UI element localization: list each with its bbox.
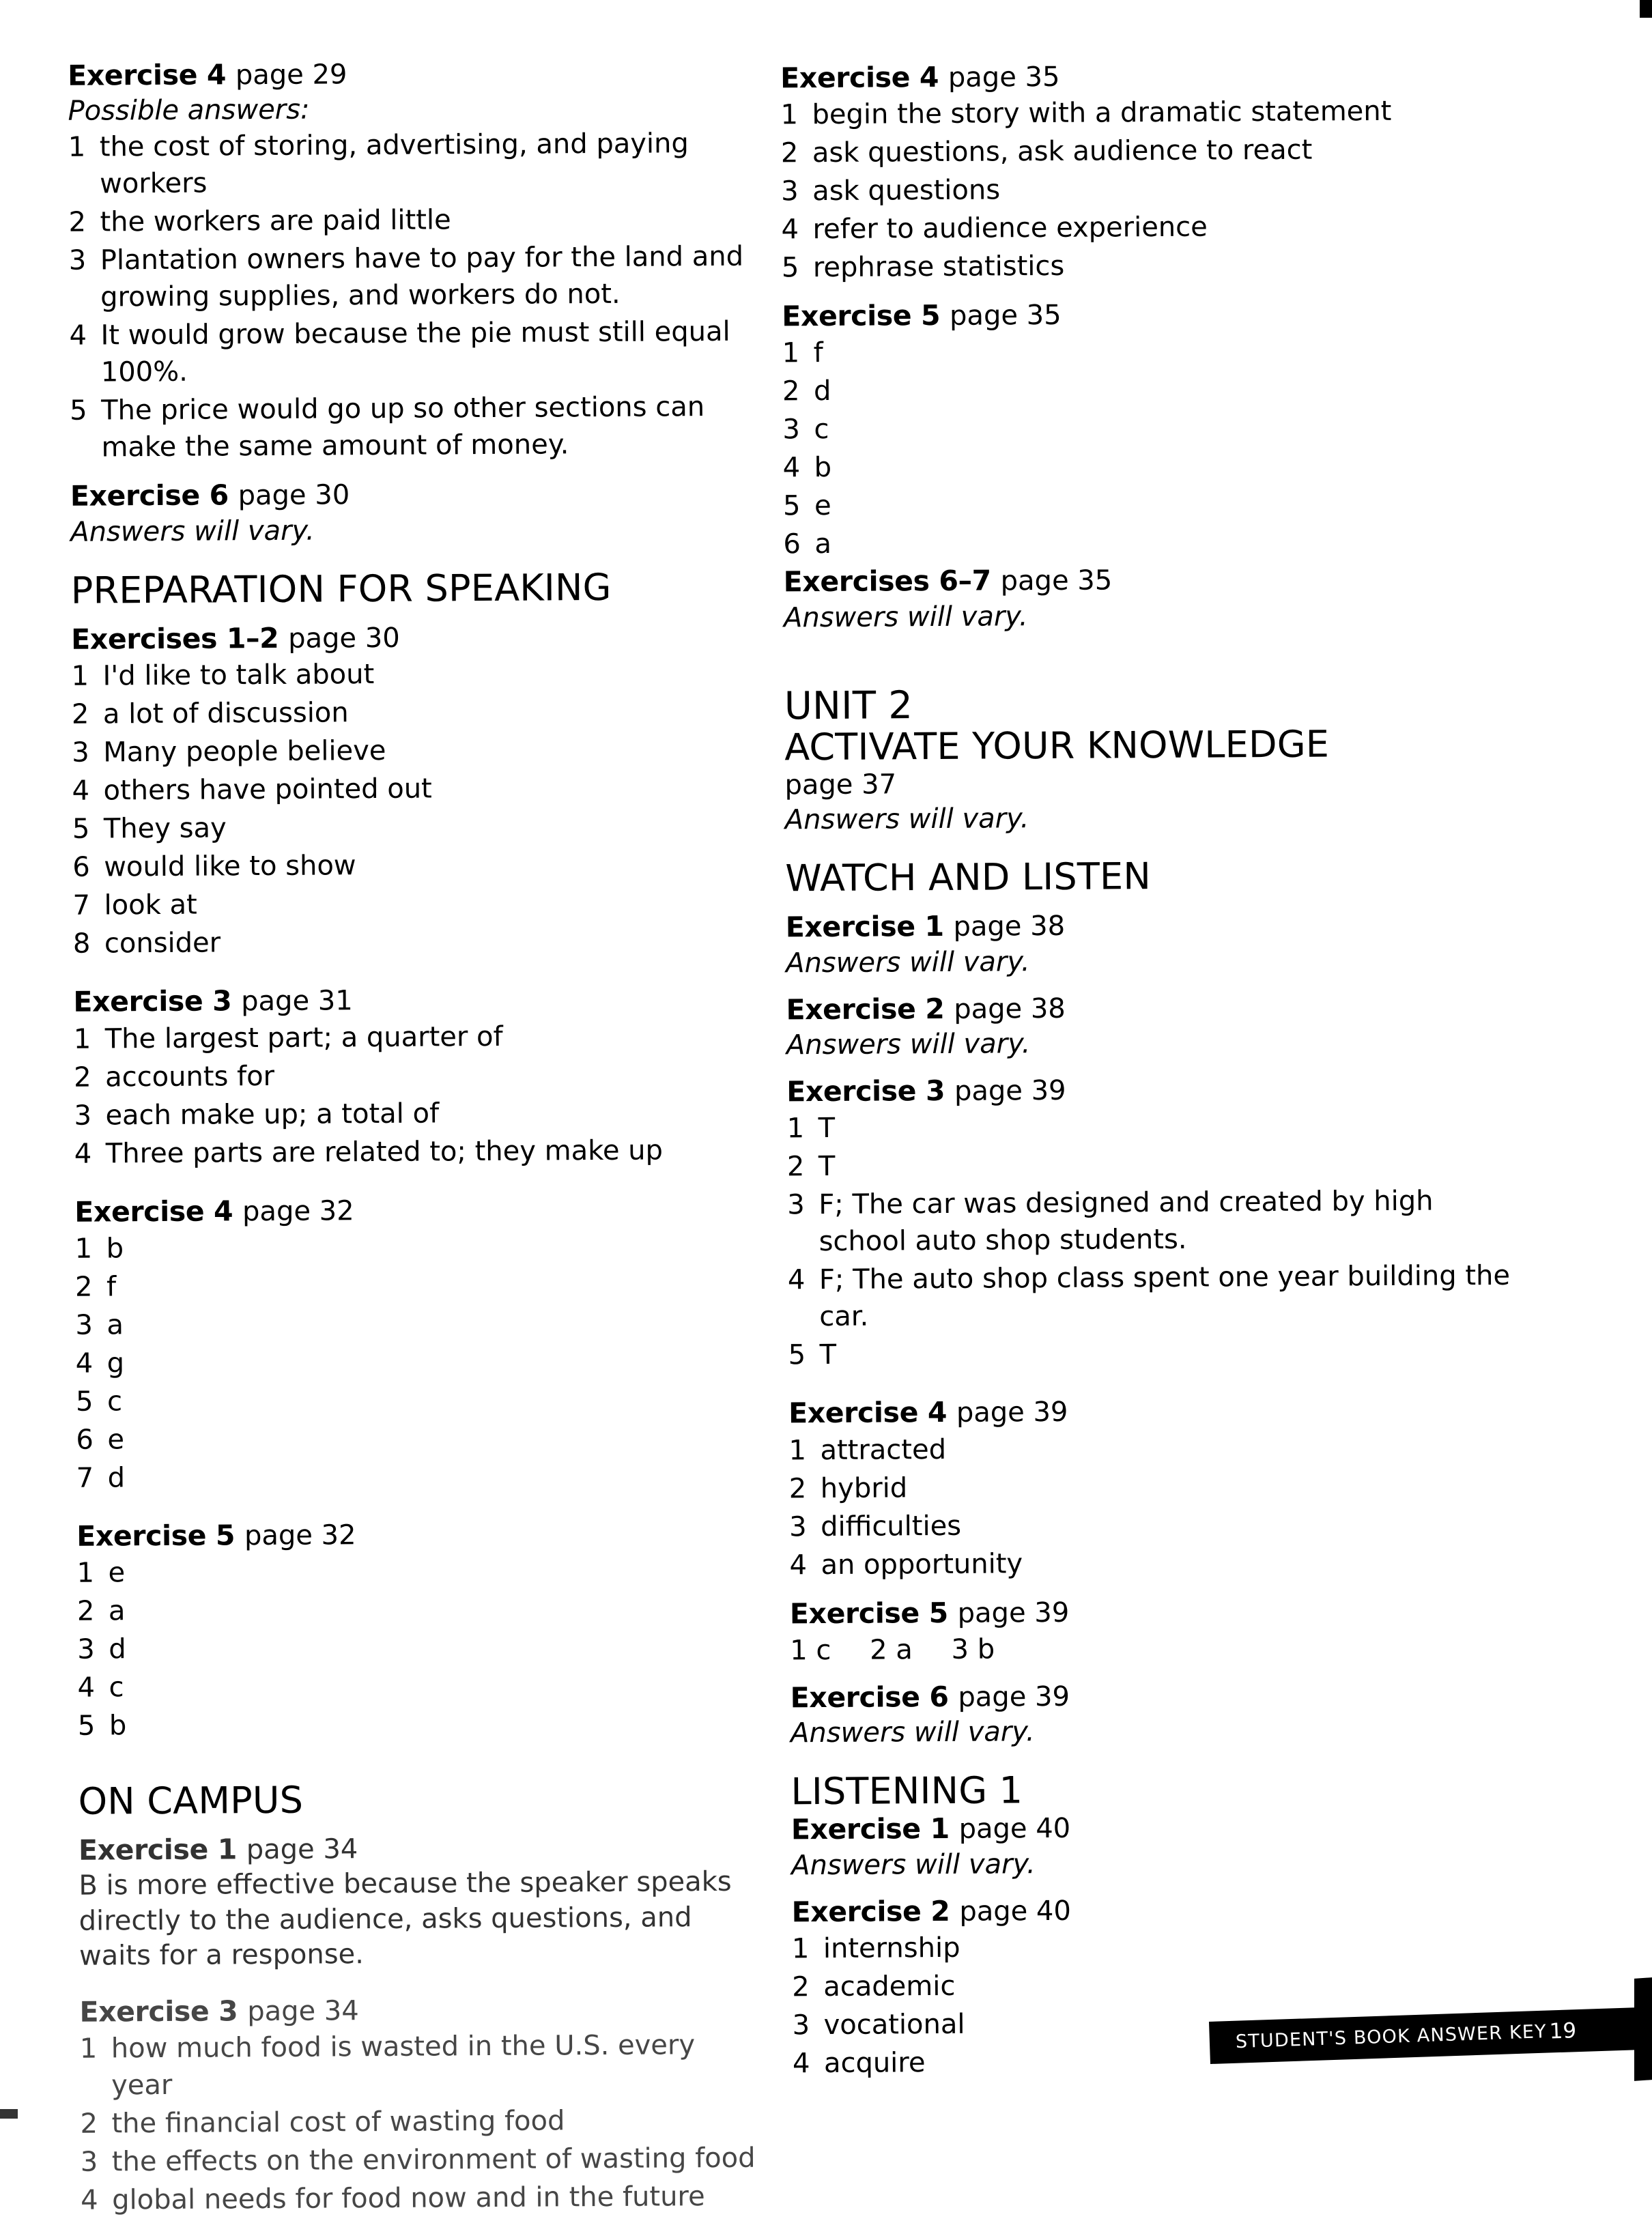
item-text: refer to audience experience	[812, 211, 1208, 246]
list-item	[781, 207, 1505, 248]
list-item	[69, 238, 745, 316]
exercise-block-1-p34	[79, 1829, 755, 1974]
list-item	[72, 845, 748, 886]
exercise-heading	[791, 1676, 1514, 1717]
exercise-heading-page: page 34	[247, 1995, 359, 2028]
exercise-heading-label: Exercises 6–7	[783, 564, 991, 599]
item-number: 8	[72, 928, 91, 960]
list-item	[789, 1542, 1513, 1583]
item-number: 1	[74, 1233, 93, 1265]
answer-list	[75, 1226, 752, 1496]
item-number: 4	[789, 1549, 808, 1581]
item-text: difficulties	[821, 1510, 962, 1543]
answers-vary-note: Answers will vary.	[790, 1716, 1035, 1749]
item-text: the cost of storing, advertising, and paying workers	[99, 128, 689, 200]
exercise-heading-page: page 39	[958, 1680, 1070, 1713]
list-item	[77, 1665, 753, 1706]
list-item	[788, 1427, 1512, 1468]
list-item	[76, 1455, 752, 1496]
exercise-heading-label: Exercise 4	[74, 1194, 233, 1229]
item-text: a	[896, 1633, 913, 1666]
exercise-heading-label: Exercise 2	[786, 992, 945, 1027]
exercise-block-6-p30	[70, 474, 747, 549]
item-number: 1	[76, 1557, 95, 1589]
item-number: 5	[782, 490, 801, 522]
item-number: 1	[790, 1634, 808, 1667]
list-item	[76, 1417, 752, 1458]
item-number: 2	[74, 1271, 93, 1303]
list-item	[72, 807, 748, 848]
exercise-heading-page: page 35	[1000, 564, 1113, 597]
item-text: others have pointed out	[103, 773, 432, 807]
item-text: an opportunity	[821, 1547, 1023, 1581]
item-number: 3	[80, 2146, 98, 2178]
item-text: each make up; a total of	[105, 1097, 440, 1131]
list-item	[74, 1016, 750, 1057]
exercise-heading-page: page 38	[953, 911, 1066, 943]
list-item	[77, 1627, 753, 1668]
exercise-block-4-p29	[68, 54, 746, 466]
answer-list	[792, 1926, 1516, 2082]
exercise-heading-label: Exercise 5	[76, 1519, 236, 1553]
item-text: It would grow because the pie must still equal 100%.	[100, 316, 730, 388]
exercise-heading	[74, 1190, 750, 1230]
exercise-heading-page: page 35	[949, 300, 1062, 332]
item-number: 1	[782, 337, 800, 369]
exercise-heading-label: Exercise 1	[78, 1833, 238, 1867]
item-text: F; The auto shop class spent one year building the car.	[818, 1260, 1511, 1333]
exercise-heading-label: Exercise 3	[79, 1994, 238, 2029]
exercise-heading-page: page 32	[244, 1519, 356, 1551]
item-text: the effects on the environment of wasting food	[111, 2142, 756, 2178]
answer-list	[788, 1427, 1513, 1583]
exercise-block-4-p35	[780, 56, 1505, 287]
item-text: d	[109, 1633, 126, 1665]
list-item	[792, 1926, 1515, 1967]
list-item	[787, 1182, 1511, 1260]
item-text: e	[107, 1423, 125, 1456]
exercise-heading	[788, 1391, 1512, 1432]
list-item	[781, 130, 1505, 171]
answer-list	[71, 654, 749, 962]
item-text: attracted	[820, 1433, 947, 1466]
item-text: rephrase statistics	[812, 250, 1065, 284]
item-number: 1	[68, 131, 86, 164]
exercise-heading-page: page 35	[948, 61, 1060, 94]
list-item	[782, 407, 1506, 448]
exercise-heading-page: page 40	[958, 1813, 1071, 1846]
list-item	[72, 692, 747, 733]
item-text: a	[108, 1595, 126, 1627]
answer-list	[782, 330, 1507, 562]
list-item	[76, 1551, 752, 1592]
item-number: 1	[73, 1023, 91, 1055]
spacer	[78, 1742, 754, 1781]
list-item	[74, 1131, 750, 1172]
list-item	[80, 2026, 756, 2104]
item-number: 2	[792, 1971, 810, 2003]
item-number: 3	[787, 1189, 805, 1221]
exercise-block-6-p39	[791, 1676, 1515, 1751]
list-item	[80, 2102, 756, 2143]
exercise-heading-label: Exercise 4	[68, 58, 227, 92]
list-item	[69, 313, 745, 391]
exercise-heading-label: Exercise 3	[73, 984, 232, 1019]
item-number: 3	[72, 736, 89, 769]
list-item	[787, 1144, 1511, 1185]
list-item	[81, 2140, 756, 2181]
section-heading-watch-and-listen: WATCH AND LISTEN	[785, 855, 1152, 900]
item-number: 1	[791, 1933, 810, 1965]
answer-list	[76, 1551, 754, 1745]
item-number: 3	[789, 1510, 807, 1543]
item-number: 1	[786, 1113, 805, 1145]
list-item	[789, 1465, 1513, 1506]
exercise-heading-page: page 30	[238, 479, 350, 512]
item-number: 4	[69, 319, 87, 352]
item-number: 1	[788, 1434, 807, 1466]
exercise-heading	[786, 988, 1509, 1029]
item-number: 4	[781, 214, 799, 246]
item-number: 2	[788, 1472, 807, 1504]
item-text: T	[819, 1339, 837, 1371]
item-number: 4	[72, 775, 90, 807]
list-item	[782, 330, 1506, 371]
list-item	[70, 388, 746, 466]
exercise-heading-page: page 30	[288, 622, 400, 655]
list-item	[788, 1257, 1512, 1335]
item-text: a lot of discussion	[102, 697, 349, 730]
exercise-block-1-p40	[791, 1807, 1515, 1883]
list-item	[780, 92, 1504, 133]
item-number: 4	[77, 1672, 96, 1704]
item-text: They say	[103, 812, 227, 845]
item-text: e	[814, 490, 831, 522]
exercise-block-5-p35	[782, 294, 1507, 563]
item-text: hybrid	[820, 1472, 908, 1504]
item-number: 3	[77, 1633, 95, 1665]
exercise-heading-page: page 39	[957, 1596, 1070, 1629]
item-number: 6	[783, 528, 801, 560]
item-text: T	[818, 1151, 836, 1183]
exercise-heading	[76, 1514, 752, 1554]
list-item	[73, 921, 749, 962]
item-number: 4	[787, 1264, 806, 1296]
answers-vary-note: Answers will vary.	[783, 600, 1028, 633]
answer-list	[74, 1016, 750, 1172]
item-text: vocational	[823, 2008, 965, 2041]
item-text: ask questions	[812, 174, 1001, 207]
item-text: how much food is wasted in the U.S. every year	[111, 2029, 696, 2102]
exercise-heading-page: page 39	[956, 1396, 1068, 1429]
exercise-heading	[73, 980, 749, 1020]
list-item	[81, 2178, 756, 2219]
item-number: 1	[71, 660, 89, 693]
list-item	[77, 1589, 753, 1630]
list-item	[783, 521, 1507, 562]
exercise-heading-label: Exercise 2	[791, 1894, 950, 1929]
item-text: look at	[104, 889, 197, 921]
item-text: d	[813, 375, 831, 407]
list-item	[76, 1379, 752, 1420]
footer-page-number: 19	[1549, 2018, 1577, 2044]
item-text: c	[814, 414, 829, 446]
section-heading-preparation-for-speaking: PREPARATION FOR SPEAKING	[70, 565, 612, 612]
inline-answer-row	[790, 1628, 1513, 1669]
item-text: acquire	[823, 2047, 926, 2080]
exercise-heading	[780, 56, 1504, 97]
item-text: the workers are paid little	[100, 204, 451, 238]
exercise-heading-label: Exercise 6	[790, 1680, 949, 1715]
item-text: The price would go up so other sections can make the same amount of money.	[101, 391, 705, 463]
answer-list	[786, 1106, 1511, 1373]
answers-vary-note: Answers will vary.	[785, 945, 1030, 979]
answers-vary-note: Answers will vary.	[70, 515, 315, 548]
list-item	[68, 125, 745, 203]
page-edge-mark-top-right	[1640, 0, 1652, 18]
exercise-heading	[786, 1070, 1510, 1110]
item-text: consider	[104, 927, 221, 960]
item-number: 3	[68, 244, 87, 277]
exercise-heading-page: page 38	[954, 992, 1066, 1025]
list-item	[782, 245, 1505, 286]
item-number: 3	[75, 1309, 93, 1341]
list-item	[790, 1635, 831, 1666]
item-number: 1	[780, 99, 799, 131]
item-number: 6	[72, 851, 90, 884]
answer-paragraph: B is more effective because the speaker speaks directly to the audience, asks questions, and waits for a response.	[79, 1866, 732, 1972]
exercise-heading	[79, 1829, 754, 1869]
list-item	[68, 200, 744, 241]
item-number: 3	[951, 1633, 969, 1665]
exercise-block-4-p32	[74, 1190, 752, 1496]
section-heading-on-campus: ON CAMPUS	[78, 1778, 304, 1823]
item-number: 4	[75, 1347, 94, 1379]
footer-title: STUDENT'S BOOK ANSWER KEY	[1235, 2021, 1548, 2053]
item-number: 2	[71, 698, 89, 731]
item-number: 2	[786, 1151, 805, 1183]
item-text: ask questions, ask audience to react	[812, 134, 1313, 169]
exercise-heading-label: Exercise 5	[789, 1596, 948, 1630]
exercise-heading	[68, 54, 743, 94]
item-text: Many people believe	[103, 735, 386, 769]
item-text: c	[106, 1386, 123, 1418]
list-item	[783, 445, 1507, 486]
exercise-block-5-p39	[790, 1591, 1514, 1669]
item-number: 5	[72, 813, 90, 846]
item-text: Three parts are related to; they make up	[105, 1134, 664, 1169]
exercise-block-3-p39	[786, 1070, 1512, 1374]
exercise-heading	[790, 1591, 1513, 1632]
item-text: the financial cost of wasting food	[111, 2105, 565, 2140]
exercise-heading	[782, 294, 1505, 335]
item-text: The largest part; a quarter of	[104, 1020, 503, 1055]
item-number: 3	[781, 175, 799, 207]
item-text: b	[109, 1710, 127, 1742]
item-number: 3	[74, 1100, 92, 1132]
list-item	[75, 1302, 751, 1343]
item-number: 5	[781, 252, 799, 284]
item-number: 7	[72, 889, 91, 922]
list-item	[786, 1106, 1510, 1147]
exercise-heading	[791, 1807, 1515, 1848]
answer-list	[68, 125, 746, 466]
item-text: b	[814, 452, 832, 484]
item-text: f	[106, 1271, 117, 1303]
item-text: b	[977, 1633, 995, 1665]
list-item	[72, 730, 747, 771]
item-number: 3	[782, 414, 800, 446]
exercise-heading	[791, 1890, 1515, 1931]
page-edge-mark-bottom-left	[0, 2109, 18, 2119]
answers-vary-note: Answers will vary.	[784, 802, 1029, 836]
item-number: 4	[792, 2048, 810, 2080]
item-text: T	[818, 1113, 836, 1145]
answers-vary-note: Answers will vary.	[791, 1848, 1036, 1881]
spacer	[784, 631, 1507, 686]
item-number: 2	[68, 206, 87, 239]
exercise-heading	[79, 1990, 755, 2031]
item-text: academic	[823, 1970, 956, 2003]
list-item	[781, 169, 1505, 210]
item-number: 2	[870, 1634, 887, 1666]
item-text: internship	[823, 1932, 960, 1965]
item-text: global needs for food now and in the future	[112, 2181, 705, 2216]
answers-vary-note: Answers will vary.	[786, 1028, 1031, 1061]
section-heading-activate-your-knowledge: ACTIVATE YOUR KNOWLEDGE	[784, 722, 1330, 769]
exercise-heading-label: Exercise 6	[70, 478, 229, 513]
exercise-heading-label: Exercise 5	[782, 299, 941, 333]
item-text: would like to show	[104, 850, 356, 883]
item-number: 5	[77, 1710, 96, 1742]
exercise-heading-label: Exercise 3	[786, 1074, 945, 1108]
exercise-heading-label: Exercise 4	[780, 60, 939, 95]
item-number: 4	[81, 2184, 98, 2216]
list-item	[792, 1964, 1515, 2005]
item-text: c	[816, 1634, 831, 1666]
item-text: I'd like to talk about	[102, 659, 375, 692]
list-item	[78, 1704, 754, 1745]
item-number: 2	[780, 137, 799, 169]
exercise-heading-page: page 34	[246, 1833, 358, 1866]
item-number: 2	[782, 375, 800, 407]
exercise-block-3-p31	[73, 980, 750, 1172]
item-text: begin the story with a dramatic statement	[812, 96, 1392, 131]
list-item	[951, 1633, 995, 1665]
list-item	[74, 1055, 750, 1095]
exercise-block-2-p38	[786, 988, 1510, 1063]
exercise-block-5-p32	[76, 1514, 754, 1744]
right-column	[780, 56, 1516, 2083]
list-item	[71, 654, 747, 695]
list-item	[782, 369, 1506, 410]
item-text: g	[106, 1347, 125, 1379]
exercise-heading-label: Exercise 4	[788, 1396, 948, 1430]
exercise-block-6-7-p35	[784, 560, 1508, 635]
exercise-heading-label: Exercises 1–2	[71, 622, 279, 656]
item-text: Plantation owners have to pay for the land and growing supplies, and workers do not.	[100, 241, 744, 313]
item-number: 7	[76, 1462, 94, 1494]
exercise-heading-page: page 40	[959, 1895, 1072, 1928]
unit-page-reference: page 37	[784, 768, 897, 801]
item-text: e	[108, 1557, 126, 1589]
exercise-block-1-p38	[786, 905, 1510, 981]
item-text: a	[814, 528, 832, 560]
list-item	[72, 769, 747, 809]
section-heading-listening-1: LISTENING 1	[791, 1768, 1023, 1814]
item-text: F; The car was designed and created by high school auto shop students.	[818, 1185, 1434, 1258]
list-item	[75, 1264, 751, 1305]
possible-answers-note: Possible answers:	[68, 94, 310, 127]
exercise-heading	[786, 905, 1509, 946]
exercise-heading-label: Exercise 1	[791, 1812, 950, 1846]
exercise-heading-page: page 32	[242, 1194, 354, 1227]
item-text: a	[106, 1308, 124, 1341]
exercise-heading-page: page 29	[235, 59, 347, 91]
answer-list	[80, 2026, 757, 2219]
item-number: 4	[782, 452, 801, 484]
list-item	[75, 1226, 751, 1267]
item-number: 4	[74, 1138, 92, 1170]
exercise-block-4-p39	[788, 1391, 1513, 1584]
list-item	[789, 1504, 1513, 1545]
item-number: 5	[75, 1386, 94, 1418]
list-item	[783, 483, 1507, 524]
exercise-heading	[784, 560, 1507, 601]
exercise-heading	[70, 474, 746, 515]
exercise-block-3-p34	[79, 1990, 756, 2219]
list-item	[788, 1332, 1511, 1373]
item-number: 2	[73, 1061, 91, 1093]
exercise-block-1-2-p30	[71, 618, 749, 962]
item-number: 2	[80, 2108, 98, 2140]
exercise-heading-page: page 39	[954, 1074, 1066, 1107]
list-item	[72, 883, 748, 924]
item-text: c	[109, 1672, 124, 1704]
exercise-heading-page: page 31	[241, 985, 353, 1018]
item-number: 6	[76, 1424, 94, 1456]
item-text: f	[813, 337, 823, 369]
list-item	[870, 1634, 913, 1665]
list-item	[74, 1093, 750, 1134]
item-text: accounts for	[104, 1060, 275, 1093]
item-number: 1	[79, 2033, 98, 2065]
item-text: d	[107, 1461, 126, 1494]
item-text: b	[106, 1232, 124, 1265]
item-number: 2	[76, 1595, 95, 1627]
item-number: 5	[70, 395, 87, 427]
list-item	[76, 1341, 752, 1381]
unit-title: UNIT 2	[784, 683, 913, 729]
item-number: 5	[788, 1339, 806, 1371]
exercise-heading-label: Exercise 1	[785, 910, 944, 944]
answer-list	[780, 92, 1505, 286]
left-column	[68, 54, 756, 2220]
item-number: 3	[792, 2009, 810, 2041]
exercise-heading	[71, 618, 747, 658]
